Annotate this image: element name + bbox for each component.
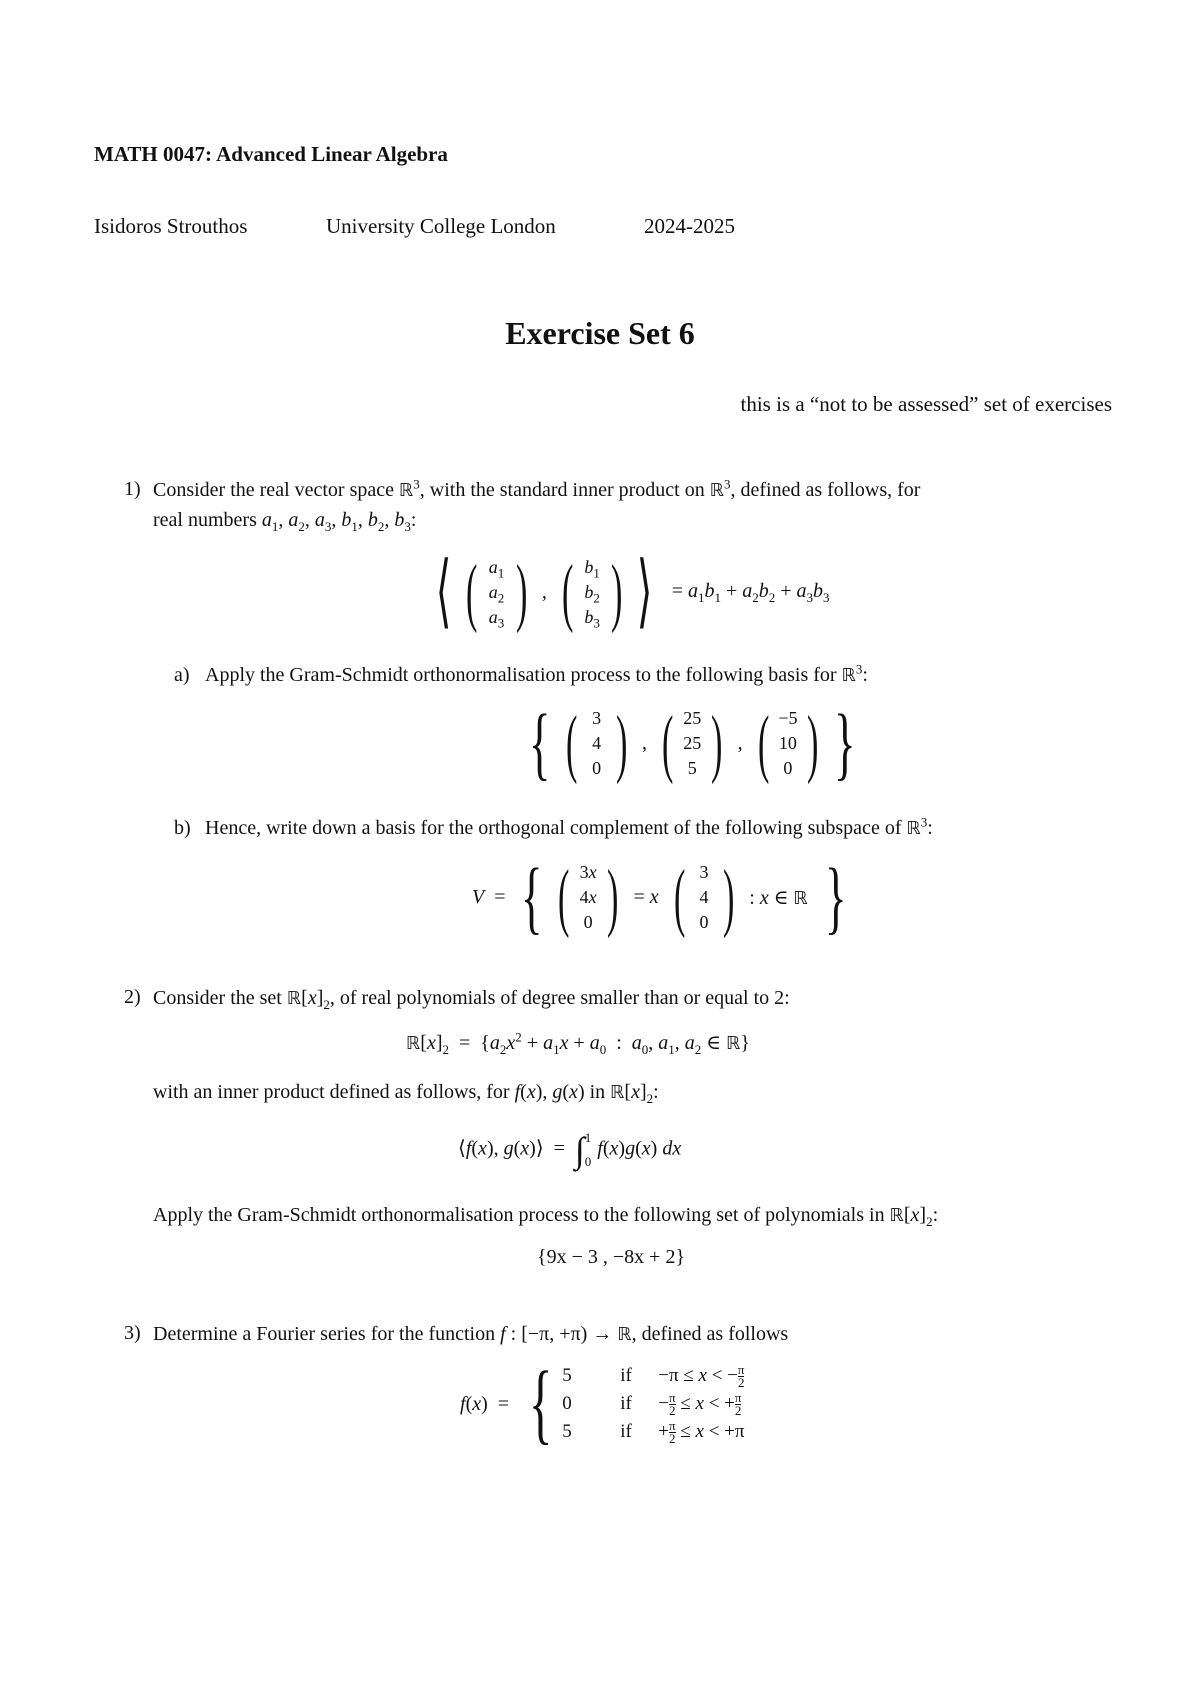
q1a-label: a): [174, 664, 190, 686]
q1-intro-line2: real numbers $a_1$, $a_2$, $a_3$, $b_1$, $b_2$, $b_3$:: [153, 509, 417, 534]
q1-intro: Consider the real vector space ℝ$^3$, with the standard inner product on ℝ$^3$, defined as follows, for: [153, 476, 921, 501]
integral-inner-product: ⟨f(x), g(x)⟩ = ∫ 1 0 f(x)g(x) dx: [458, 1130, 682, 1170]
exercise-set-title: Exercise Set 6: [505, 315, 695, 351]
q1b-text: Hence, write down a basis for the orthogonal complement of the following subspace of ℝ$^3$:: [205, 814, 933, 839]
q1a-text: Apply the Gram-Schmidt orthonormalisation process to the following basis for ℝ$^3$:: [205, 661, 868, 686]
q2-inner-product-intro: with an inner product defined as follows, for f(x), g(x) in $ℝ[x]_2$:: [153, 1081, 659, 1106]
q3-number: 3): [124, 1322, 141, 1344]
assessment-note: this is a “not to be assessed” set of exercises: [740, 392, 1112, 416]
subspace-v: V = { ( 3x 4x 0 ) = x ( 3 4 0 ) : x ∈ ℝ }: [472, 851, 847, 942]
q2-intro: Consider the set $ℝ[x]_2$, of real polynomials of degree smaller than or equal to 2:: [153, 987, 790, 1012]
year: 2024-2025: [644, 214, 735, 238]
q2-task: Apply the Gram-Schmidt orthonormalisation process to the following set of polynomials in $ℝ[x]_2$:: [153, 1204, 939, 1229]
q2-number: 2): [124, 986, 141, 1008]
q3-intro: Determine a Fourier series for the function f : [−π, +π) → ℝ, defined as follows: [153, 1323, 789, 1345]
q1b-label: b): [174, 817, 191, 839]
polynomial-set: {9x − 3 , −8x + 2}: [537, 1246, 686, 1268]
q1a-basis: { ( 3 4 0 ) , ( 25 25 5 ) , ( −5 10 0 ) }: [528, 697, 856, 788]
piecewise-function: f ( x ) = { 5 if −π ≤ x < − $\frac{\pi}{2}$ 0 if − $\frac{\pi}{2}$ ≤ x < + $\frac{\pi}{2}$ 5 if + $\frac{\pi}{2}$ ≤ x < +π: [460, 1354, 745, 1453]
q1-number: 1): [124, 478, 141, 500]
author: Isidoros Strouthos: [94, 214, 248, 238]
polynomial-space: $ℝ[x]_2 = \{a_2x^2 + a_1x + a_0$ : $a_0$, $a_1$, $a_2$ ∈ ℝ}: [406, 1029, 750, 1057]
institution: University College London: [326, 214, 556, 238]
course-title: MATH 0047: Advanced Linear Algebra: [94, 142, 448, 166]
inner-product-definition: ⟨ ( $a_1$ $a_2$ $a_3$ ) , ( $b_1$ $b_2$ $b_3$ ) ⟩ = $a_1b_1 + a_2b_2 + a_3b_3$: [435, 548, 830, 636]
